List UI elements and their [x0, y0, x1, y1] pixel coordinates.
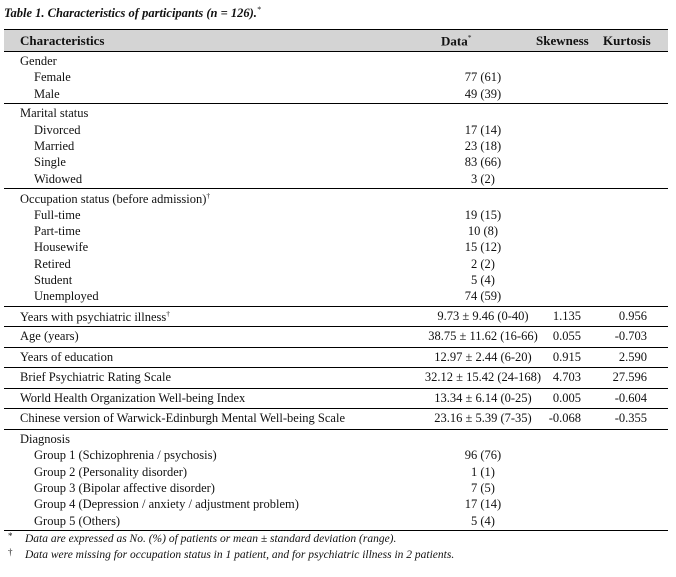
marital-section [4, 104, 668, 189]
table-row: Female 77 (61) [34, 70, 502, 85]
table-row: Divorced 17 (14) [34, 122, 502, 137]
header-characteristics: Characteristics [20, 33, 105, 48]
table-row: Widowed 3 (2) [34, 171, 495, 186]
header-kurtosis: Kurtosis [603, 33, 651, 48]
table-row: Group 4 (Depression / anxiety / adjustment problem) 17 (14) [34, 497, 502, 512]
continuous-row: Age (years) 38.75 ± 11.62 (16-66) 0.055 -0.703 [4, 327, 668, 348]
table-row: Unemployed 74 (59) [34, 289, 502, 304]
table-row: Married 23 (18) [34, 138, 502, 153]
diagnosis-section [4, 430, 668, 530]
occupation-section [4, 189, 668, 307]
continuous-row: Years of education 12.97 ± 2.44 (6-20) 0.915 2.590 [4, 348, 668, 369]
table-row: Full-time 19 (15) [34, 207, 502, 222]
section-label: Gender [20, 54, 57, 68]
footnote: * Data are expressed as No. (%) of patients or mean ± standard deviation (range). [8, 531, 397, 545]
table-title: Table 1. Characteristics of participants (n = 126).* [4, 5, 261, 21]
table-row: Male 49 (39) [34, 86, 502, 101]
continuous-row: Brief Psychiatric Rating Scale 32.12 ± 15.42 (24-168) 4.703 27.596 [4, 368, 668, 389]
section-label: Diagnosis [20, 431, 70, 446]
table-row: Student 5 (4) [34, 273, 495, 288]
table-row: Group 2 (Personality disorder) 1 (1) [34, 464, 495, 479]
characteristics-table [4, 29, 668, 531]
table-row: Group 5 (Others) 5 (4) [34, 513, 495, 528]
continuous-row: Years with psychiatric illness† 9.73 ± 9.46 (0-40) 1.135 0.956 [4, 307, 668, 328]
header-data: Data* [441, 33, 472, 49]
table-row: Part-time 10 (8) [34, 223, 499, 238]
header-skewness: Skewness [536, 33, 589, 48]
table-row: Retired 2 (2) [34, 256, 495, 271]
continuous-row: World Health Organization Well-being Index 13.34 ± 6.14 (0-25) 0.005 -0.604 [4, 389, 668, 410]
footnote: † Data were missing for occupation status in 1 patient, and for psychiatric illness in 2 patients. [8, 547, 455, 561]
footnotes [0, 533, 676, 565]
table-header [4, 30, 668, 52]
table-row: Group 3 (Bipolar affective disorder) 7 (5) [34, 481, 495, 496]
section-label: Marital status [20, 106, 89, 121]
continuous-row: Chinese version of Warwick-Edinburgh Mental Well-being Scale 23.16 ± 5.39 (7-35) -0.068 -0.355 [4, 409, 668, 430]
table-row: Housewife 15 (12) [34, 240, 502, 255]
section-label: Occupation status (before admission)† [20, 191, 211, 207]
table-row: Single 83 (66) [34, 155, 502, 170]
gender-section [4, 52, 668, 104]
table-row: Group 1 (Schizophrenia / psychosis) 96 (76) [34, 448, 502, 463]
